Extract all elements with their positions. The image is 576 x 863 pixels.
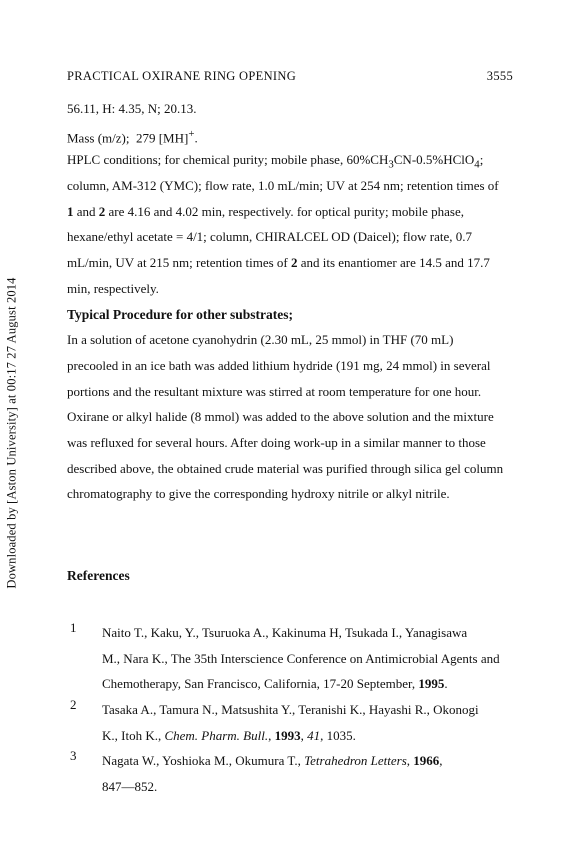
reference-list xyxy=(67,620,527,800)
hplc-text: HPLC conditions; for chemical purity; mobile phase, 60%CH xyxy=(67,152,389,168)
reference-text: . xyxy=(444,676,448,692)
reference-text: , xyxy=(268,727,275,743)
subscript: 4 xyxy=(474,158,480,171)
reference-number: 1 xyxy=(70,620,77,635)
procedure-line: described above, the obtained crude material was purified through silica gel column xyxy=(67,460,504,476)
reference-number: 2 xyxy=(70,697,77,713)
hplc-text: mL/min, UV at 215 nm; retention times of xyxy=(67,255,291,271)
running-title: PRACTICAL OXIRANE RING OPENING xyxy=(67,69,297,83)
reference-line: 847—852. xyxy=(102,779,158,795)
reference-line xyxy=(102,671,527,697)
reference-item xyxy=(67,697,527,748)
journal-name: Chem. Pharm. Bull. xyxy=(164,727,269,743)
reference-line: Tasaka A., Tamura N., Matsushita Y., Teranishi K., Hayashi R., Okonogi xyxy=(102,702,479,718)
compound-ref: 2 xyxy=(98,203,106,219)
procedure-heading: Typical Procedure for other substrates; xyxy=(67,306,293,322)
reference-number: 3 xyxy=(70,748,77,764)
hplc-line-2: column, AM-312 (YMC); flow rate, 1.0 mL/min; UV at 254 nm; retention times of xyxy=(67,178,499,194)
journal-name: Tetrahedron Letters xyxy=(304,753,407,769)
hplc-line-3 xyxy=(67,199,519,225)
compound-ref: 2 xyxy=(290,255,298,271)
references-heading: References xyxy=(67,568,130,583)
reference-line: Naito T., Kaku, Y., Tsuruoka A., Kakinuma H, Tsukada I., Yanagisawa xyxy=(102,625,468,640)
hplc-line-1 xyxy=(67,147,519,173)
procedure-line: precooled in an ice bath was added lithium hydride (191 mg, 24 mmol) in several xyxy=(67,357,491,373)
procedure-line: chromatography to give the corresponding hydroxy nitrile or alkyl nitrile. xyxy=(67,486,450,502)
reference-line: M., Nara K., The 35th Interscience Conference on Antimicrobial Agents and xyxy=(102,650,500,666)
mass-charge: + xyxy=(188,127,195,140)
reference-text: K., Itoh K., xyxy=(102,727,165,743)
elemental-analysis: 56.11, H: 4.35, N; 20.13. xyxy=(67,101,197,116)
reference-year: 1995 xyxy=(418,676,445,692)
mass-period: . xyxy=(194,130,198,146)
hplc-text: ; xyxy=(479,152,484,168)
reference-text: , xyxy=(406,753,414,769)
reference-year: 1993 xyxy=(274,727,301,743)
reference-line xyxy=(102,723,527,749)
compound-ref: 1 xyxy=(67,203,74,219)
hplc-line-4: hexane/ethyl acetate = 4/1; column, CHIRALCEL OD (Daicel); flow rate, 0.7 xyxy=(67,229,473,245)
reference-text: Nagata W., Yoshioka M., Okumura T., xyxy=(102,753,305,769)
hplc-line-6: min, respectively. xyxy=(67,280,159,296)
page-number: 3555 xyxy=(486,69,513,83)
mass-label: Mass (m/z); xyxy=(67,130,130,146)
reference-item xyxy=(67,748,527,799)
reference-text: Chemotherapy, San Francisco, California, 17-20 September, xyxy=(102,676,419,692)
subscript: 3 xyxy=(388,158,394,171)
hplc-text: and xyxy=(73,203,99,219)
reference-pages: , 1035. xyxy=(320,727,356,743)
reference-item xyxy=(67,620,527,697)
hplc-text: CN-0.5%HClO xyxy=(393,152,475,168)
download-note: Downloaded by [Aston University] at 00:17 27 August 2014 xyxy=(4,277,19,589)
hplc-text: are 4.16 and 4.02 min, respectively. for optical purity; mobile phase, xyxy=(105,203,465,219)
reference-text: , xyxy=(300,727,308,743)
procedure-line: Oxirane or alkyl halide (8 mmol) was added to the above solution and the mixture xyxy=(67,409,494,425)
reference-year: 1966 xyxy=(413,753,440,769)
main-text xyxy=(67,96,519,507)
hplc-line-5 xyxy=(67,250,519,276)
procedure-line: was refluxed for several hours. After doing work-up in a similar manner to those xyxy=(67,434,486,450)
journal-volume: 41 xyxy=(307,727,321,743)
download-watermark xyxy=(0,263,24,603)
mass-line xyxy=(67,122,519,148)
reference-line xyxy=(102,748,527,774)
procedure-line: In a solution of acetone cyanohydrin (2.30 mL, 25 mmol) in THF (70 mL) xyxy=(67,332,454,348)
reference-text: , xyxy=(439,753,443,769)
hplc-text: and its enantiomer are 14.5 and 17.7 xyxy=(297,255,490,271)
procedure-line: portions and the resultant mixture was stirred at room temperature for one hour. xyxy=(67,383,482,399)
mass-value: 279 [MH] xyxy=(135,130,189,146)
